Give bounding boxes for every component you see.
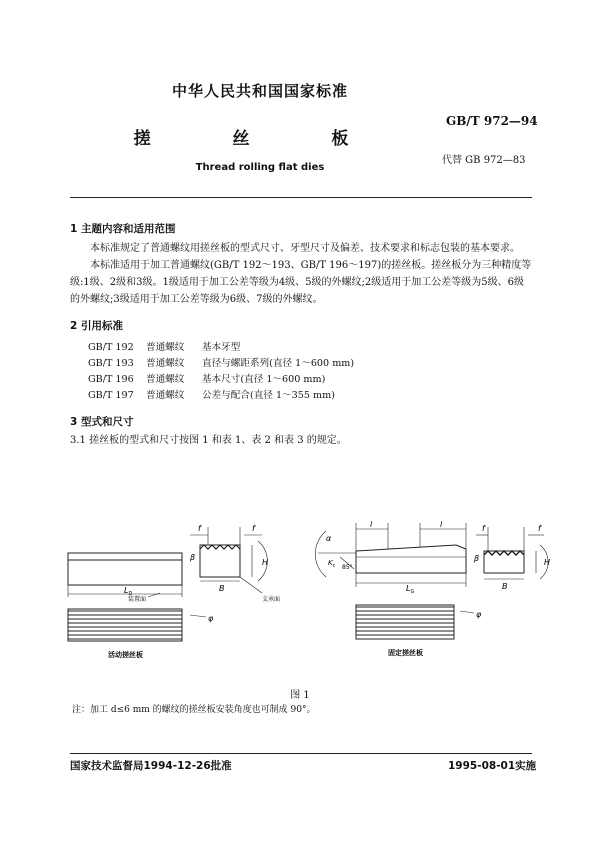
fixed-die-drawing	[315, 523, 551, 639]
reference-code: GB/T 196	[88, 374, 134, 385]
left-support-face-label: 支承面	[262, 596, 281, 603]
reference-desc: 基本尺寸(直径 1～600 mm)	[202, 374, 326, 385]
reference-code: GB/T 192	[88, 342, 134, 353]
footer-rule	[70, 753, 532, 754]
reference-row	[88, 355, 354, 369]
section-1-heading: 1 主题内容和适用范围	[70, 223, 176, 235]
left-B-label: B	[219, 584, 225, 593]
left-L-label: $L_D$	[124, 586, 133, 597]
left-phi-label: φ	[208, 614, 214, 623]
implementation-date: 1995-08-01实施	[448, 760, 537, 772]
reference-desc: 基本牙型	[202, 342, 241, 353]
right-L-label: $L_G$	[406, 584, 415, 595]
reference-row	[88, 387, 335, 401]
right-phi-label: φ	[476, 610, 482, 619]
english-title: Thread rolling flat dies	[195, 162, 325, 173]
right-f1-label: f	[482, 524, 485, 533]
figure-note: 注：加工 d≤6 mm 的螺纹的搓丝板安装角度也可制成 90°。	[72, 705, 316, 715]
right-alpha-label: α	[326, 534, 332, 543]
reference-name: 普通螺纹	[146, 390, 185, 401]
left-beta-label: β	[190, 553, 196, 562]
right-l1-label: l	[370, 520, 373, 529]
section-3-1-paragraph: 3.1 搓丝板的型式和尺寸按图 1 和表 1、表 2 和表 3 的规定。	[70, 435, 347, 446]
section-2-heading: 2 引用标准	[70, 320, 123, 332]
right-f2-label: f	[538, 524, 541, 533]
reference-code: GB/T 197	[88, 390, 134, 401]
reference-desc: 直径与螺距系列(直径 1～600 mm)	[202, 358, 355, 369]
movable-die-caption: 活动搓丝板	[108, 651, 143, 659]
left-H-label: H	[262, 558, 269, 567]
left-f1-label: f	[198, 524, 201, 533]
fixed-die-caption: 固定搓丝板	[388, 649, 423, 657]
approval-line: 国家技术监督局1994-12-26批准	[70, 760, 232, 772]
reference-name: 普通螺纹	[146, 374, 185, 385]
reference-code: GB/T 193	[88, 358, 134, 369]
right-l2-label: l	[440, 520, 443, 529]
national-standard-heading: 中华人民共和国国家标准	[171, 82, 348, 100]
left-mount-face-label: 装置面	[128, 596, 147, 603]
figure-caption: 图 1	[290, 690, 310, 701]
reference-name: 普通螺纹	[146, 358, 185, 369]
right-K-label: $K_c$	[328, 559, 336, 569]
movable-die-drawing	[68, 527, 267, 641]
reference-name: 普通螺纹	[146, 342, 185, 353]
document-title: 搓 丝 板	[133, 129, 387, 149]
section-1-paragraph-2: 本标准适用于加工普通螺纹(GB/T 192～193、GB/T 196～197)的搓丝板。搓丝板分为三种精度等级:1级、2级和3级。1级适用于加工公差等级为4级、5级的外螺纹;2级适用于加工公差等级为5级、6级的外螺纹;3级适用于加工公差等级为6级、7级的外螺纹。	[70, 260, 532, 305]
right-B-label: B	[502, 582, 508, 591]
standard-number: GB/T 972—94	[446, 114, 538, 128]
figure-1-drawing	[0, 505, 600, 685]
section-1-paragraph-1: 本标准规定了普通螺纹用搓丝板的型式尺寸、牙型尺寸及偏差、技术要求和标志包装的基本要求。	[90, 243, 520, 254]
reference-row	[88, 371, 325, 385]
right-beta-label: β	[474, 554, 480, 563]
right-angle-label: 85°	[342, 564, 353, 571]
left-f2-label: f	[252, 524, 255, 533]
section-3-heading: 3 型式和尺寸	[70, 416, 134, 428]
reference-row	[88, 339, 240, 353]
header-rule	[70, 197, 532, 198]
right-H-label: H	[544, 558, 551, 567]
reference-desc: 公差与配合(直径 1～355 mm)	[202, 390, 335, 401]
replaces-standard: 代替 GB 972—83	[442, 155, 526, 166]
